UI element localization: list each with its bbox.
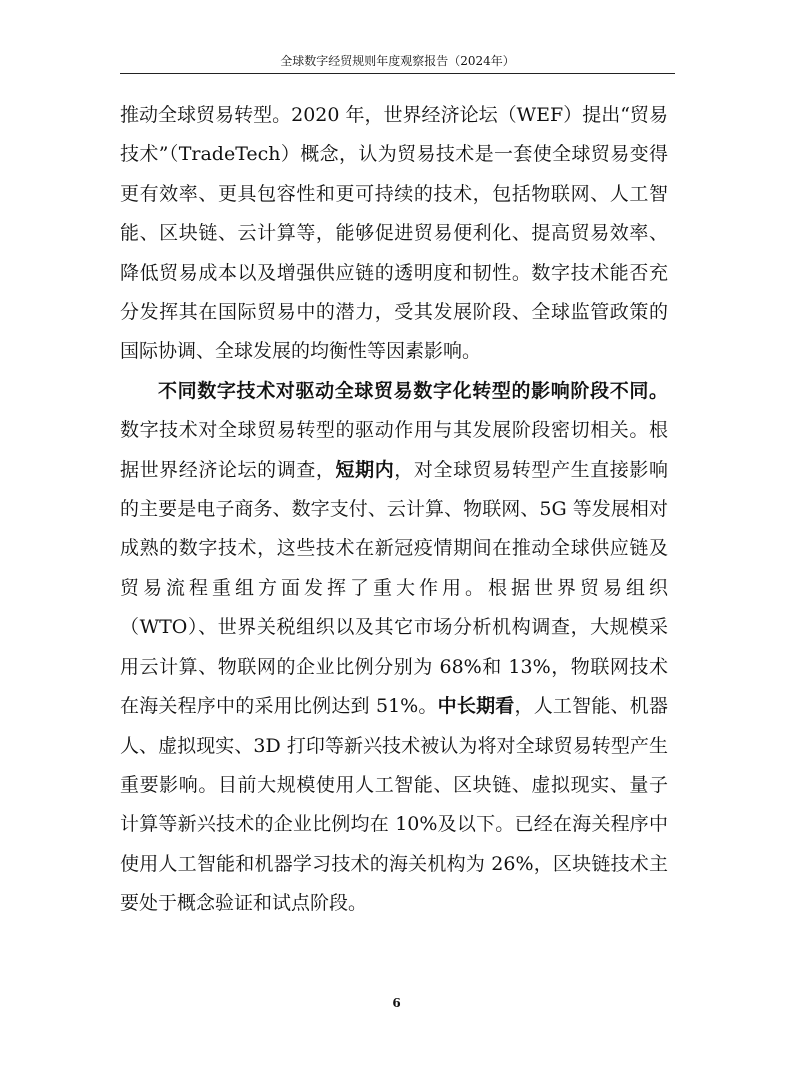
paragraph-2-heading: 不同数字技术对驱动全球贸易数字化转型的影响阶段不同。	[158, 379, 668, 402]
paragraph-1	[120, 96, 668, 372]
main-body	[120, 96, 668, 924]
page-number: 6	[392, 996, 401, 1010]
short-term-label: 短期内	[335, 458, 395, 481]
medium-long-term-label: 中长期看	[437, 695, 515, 718]
paragraph-2-text-b: ，对全球贸易转型产生直接影响的主要是电子商务、数字支付、云计算、物联网、5G 等发展相对成熟的数字技术，这些技术在新冠疫情期间在推动全球供应链及贸易流程重组方面发挥了重大作用。根据世界贸易组织（WTO）、世界关税组织以及其它市场分析机构调查，大规模采用云计算、物联网的企业比例分别为 68%和 13%，物联网技术在海关程序中的采用比例达到 51%。	[120, 458, 668, 718]
page-header-title: 全球数字经贸规则年度观察报告（2024年）	[280, 54, 515, 68]
paragraph-1-text: 推动全球贸易转型。2020 年，世界经济论坛（WEF）提出“贸易技术”（TradeTech）概念，认为贸易技术是一套使全球贸易变得更有效率、更具包容性和更可持续的技术，包括物联网、人工智能、区块链、云计算等，能够促进贸易便利化、提高贸易效率、降低贸易成本以及增强供应链的透明度和韧性。数字技术能否充分发挥其在国际贸易中的潜力，受其发展阶段、全球监管政策的国际协调、全球发展的均衡性等因素影响。	[120, 104, 668, 363]
paragraph-2-text-c: ，人工智能、机器人、虚拟现实、3D 打印等新兴技术被认为将对全球贸易转型产生重要影响。目前大规模使用人工智能、区块链、虚拟现实、量子计算等新兴技术的企业比例均在 10%及以下。已经在海关程序中使用人工智能和机器学习技术的海关机构为 26%，区块链技术主要处于概念验证和试点阶段。	[120, 695, 668, 915]
header-divider	[120, 73, 675, 74]
paragraph-2	[120, 372, 668, 924]
paragraph-2-text-a: 数字技术对全球贸易转型的驱动作用与其发展阶段密切相关。根据世界经济论坛的调查，	[120, 419, 668, 481]
